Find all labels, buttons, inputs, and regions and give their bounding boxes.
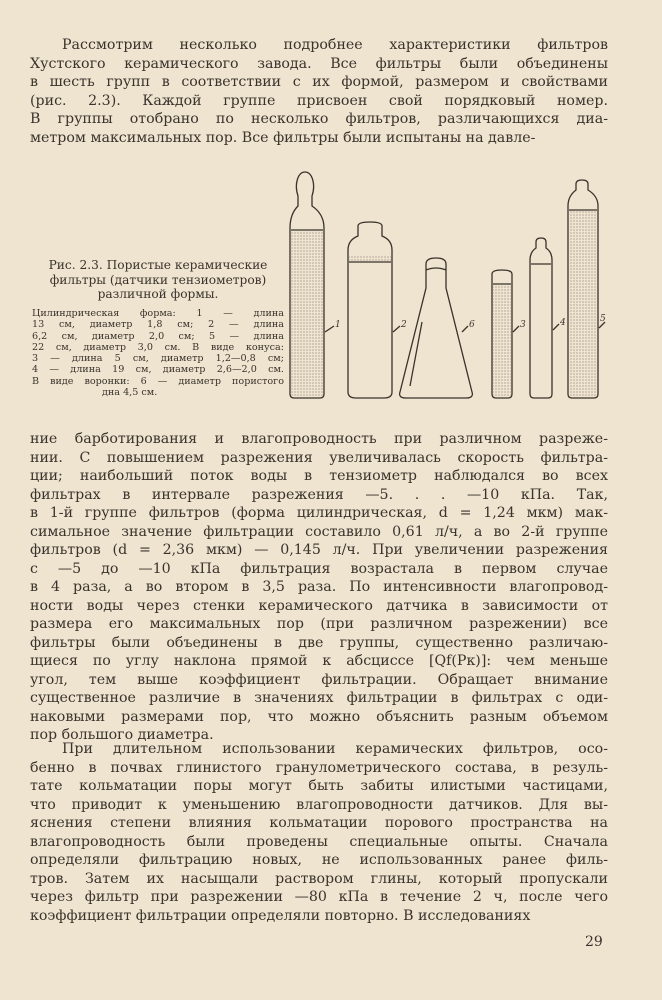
caption-line: 6,2 см, диаметр 2,0 см; 5 — длина — [32, 330, 284, 342]
text-line: с —5 до —10 кПа фильтрация возрастала в первом случае — [30, 560, 608, 577]
text-line: ности воды через стенки керамического датчика в зависимости от — [30, 597, 608, 614]
filter-3-drawing — [492, 270, 512, 398]
caption-line: дна 4,5 см. — [102, 387, 158, 399]
figure-label: 1 — [335, 320, 341, 330]
caption-line: Цилиндрическая форма: 1 — длина — [32, 308, 284, 319]
filter-6-drawing — [400, 258, 473, 398]
text-line: тате кольматации поры могут быть забиты илистыми частицами, — [30, 778, 608, 794]
figure-label: 2 — [401, 320, 407, 330]
caption-line: различной формы. — [97, 287, 219, 301]
text-line: метром максимальных пор. Все фильтры были испытаны на давле- — [30, 129, 536, 146]
text-line: тров. Затем их насыщали раствором глины, который пропускали — [30, 870, 608, 887]
figure-caption-body — [32, 308, 284, 398]
text-line: что приводит к уменьшению влагопроводности датчиков. Для вы- — [30, 796, 608, 813]
text-line: в 1-й группе фильтров (форма цилиндрическая, d = 1,24 мкм) мак- — [30, 505, 608, 521]
caption-line: 22 см, диаметр 3,0 см. В виде конуса: — [32, 341, 284, 353]
text-line: симальное значение фильтрации составило 0,61 л/ч, а во 2-й группе — [30, 523, 608, 540]
text-line: влагопроводность были проведены специальные опыты. Сначала — [30, 833, 608, 850]
caption-line: 13 см, диаметр 1,8 см; 2 — длина — [32, 319, 284, 331]
text-line: ции; наибольший поток воды в тензиометр наблюдался во всех — [30, 468, 608, 484]
text-line: пор большого диаметра. — [30, 727, 214, 743]
caption-line: фильтры (датчики тензиометров) — [49, 272, 267, 287]
text-line: через фильтр при разрежении —80 кПа в течение 2 ч, после чего — [30, 889, 608, 905]
text-line: размера его максимальных пор (при различном разрежении) все — [30, 616, 608, 632]
text-line: ние барботирования и влагопроводность при различном разреже- — [30, 431, 608, 447]
paragraph-filtration — [30, 430, 608, 745]
text-line: наковыми размерами пор, что можно объяснить разным объемом — [30, 708, 608, 725]
figure-caption-title — [32, 258, 284, 302]
page-number: 29 — [585, 934, 603, 950]
text-line: щиеся по углу наклона прямой к абсциссе [Qf(Pк)]: чем меньше — [30, 653, 608, 669]
figure-label: 6 — [469, 320, 475, 330]
caption-line: Рис. 2.3. Пористые керамические — [48, 258, 268, 272]
caption-line: 3 — длина 5 см, диаметр 1,2—0,8 см; — [32, 353, 284, 365]
text-line: Хустского керамического завода. Все фильтры были объединены — [30, 55, 608, 72]
ceramic-filters-illustration — [276, 166, 610, 402]
filter-4-drawing — [530, 238, 552, 398]
caption-line: 4 — длина 19 см, диаметр 2,6—2,0 см. — [32, 364, 284, 376]
text-line: В группы отобрано по несколько фильтров, различающихся диа- — [30, 111, 608, 127]
text-line: в 4 раза, а во втором в 3,5 раза. По интенсивности влагопровод- — [30, 579, 608, 595]
text-line: нии. С повышением разрежения увеличивалась скорость фильтра- — [30, 449, 608, 466]
text-line: фильтров (d = 2,36 мкм) — 0,145 л/ч. При увеличении разрежения — [30, 542, 608, 558]
text-line: фильтры были объединены в две группы, существенно различаю- — [30, 634, 608, 651]
figure-label: 5 — [600, 314, 606, 324]
paragraph-colmatation — [30, 740, 608, 925]
caption-line: В виде воронки: 6 — диаметр пористого — [32, 375, 284, 387]
text-line: Рассмотрим несколько подробнее характеристики фильтров — [62, 37, 608, 53]
text-line: фильтрах в интервале разрежения —5. . . —10 кПа. Так, — [30, 486, 608, 503]
paragraph-intro — [30, 36, 608, 147]
text-line: При длительном использовании керамических фильтров, осо- — [62, 741, 608, 757]
text-line: (рис. 2.3). Каждой группе присвоен свой порядковый номер. — [30, 92, 608, 109]
filter-5-drawing — [568, 180, 598, 398]
figure-label: 4 — [560, 318, 566, 328]
text-line: в шесть групп в соответствии с их формой, размером и свойствами — [30, 74, 608, 90]
text-line: бенно в почвах глинистого гранулометрического состава, в резуль- — [30, 759, 608, 776]
text-line: яснения степени влияния кольматации порового пространства на — [30, 815, 608, 831]
filter-1-drawing — [290, 172, 324, 398]
text-line: угол, тем выше коэффициент фильтрации. Обращает внимание — [30, 671, 608, 688]
text-line: коэффициент фильтрации определяли повторно. В исследованиях — [30, 907, 531, 924]
text-line: существенное различие в значениях фильтрации в фильтрах с оди- — [30, 690, 608, 706]
figure-label: 3 — [520, 320, 526, 330]
filter-2-drawing — [348, 222, 392, 398]
text-line: определяли фильтрацию новых, не использованных ранее филь- — [30, 852, 608, 868]
